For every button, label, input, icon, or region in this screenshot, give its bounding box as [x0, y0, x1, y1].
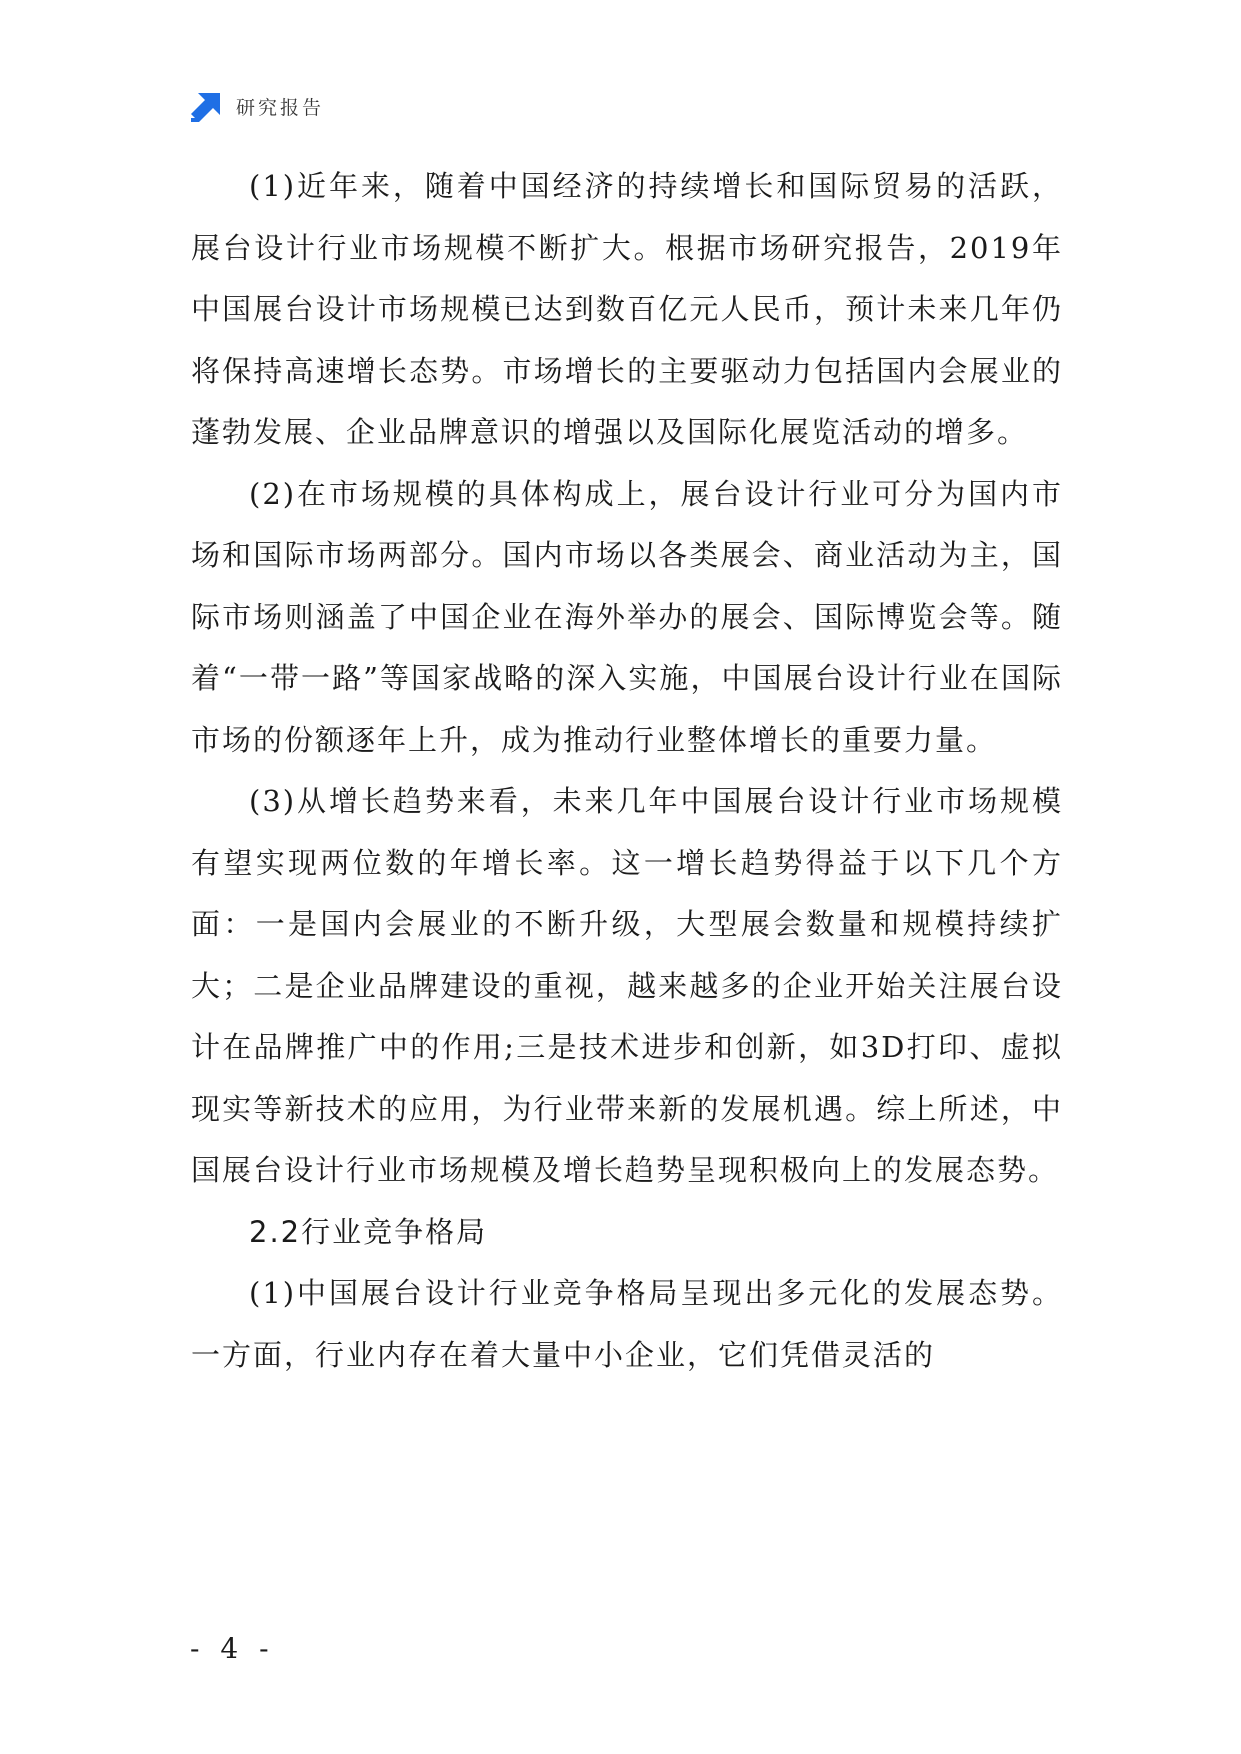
- arrow-up-right-icon: [190, 89, 224, 123]
- section-paragraph-1: (1)中国展台设计行业竞争格局呈现出多元化的发展态势。一方面，行业内存在着大量中小企业，它们凭借灵活的: [191, 1276, 1063, 1372]
- paragraph-1: (1)近年来，随着中国经济的持续增长和国际贸易的活跃，展台设计行业市场规模不断扩大。根据市场研究报告，2019年中国展台设计市场规模已达到数百亿元人民币，预计未来几年仍将保持高速增长态势。市场增长的主要驱动力包括国内会展业的蓬勃发展、企业品牌意识的增强以及国际化展览活动的增多。: [191, 169, 1063, 449]
- section-heading: 2.2行业竞争格局: [249, 1214, 488, 1249]
- paragraph-2: (2)在市场规模的具体构成上，展台设计行业可分为国内市场和国际市场两部分。国内市场以各类展会、商业活动为主，国际市场则涵盖了中国企业在海外举办的展会、国际博览会等。随着“一带一路”等国家战略的深入实施，中国展台设计行业在国际市场的份额逐年上升，成为推动行业整体增长的重要力量。: [191, 476, 1063, 757]
- document-body: [191, 156, 1063, 1386]
- page-header: [190, 88, 324, 124]
- paragraph-3: (3)从增长趋势来看，未来几年中国展台设计行业市场规模有望实现两位数的年增长率。这一增长趋势得益于以下几个方面：一是国内会展业的不断升级，大型展会数量和规模持续扩大；二是企业品牌建设的重视，越来越多的企业开始关注展台设计在品牌推广中的作用;三是技术进步和创新，如3D打印、虚拟现实等新技术的应用，为行业带来新的发展机遇。综上所述，中国展台设计行业市场规模及增长趋势呈现积极向上的发展态势。: [191, 784, 1063, 1187]
- page-number: - 4 -: [190, 1632, 275, 1665]
- header-label: 研究报告: [236, 96, 325, 119]
